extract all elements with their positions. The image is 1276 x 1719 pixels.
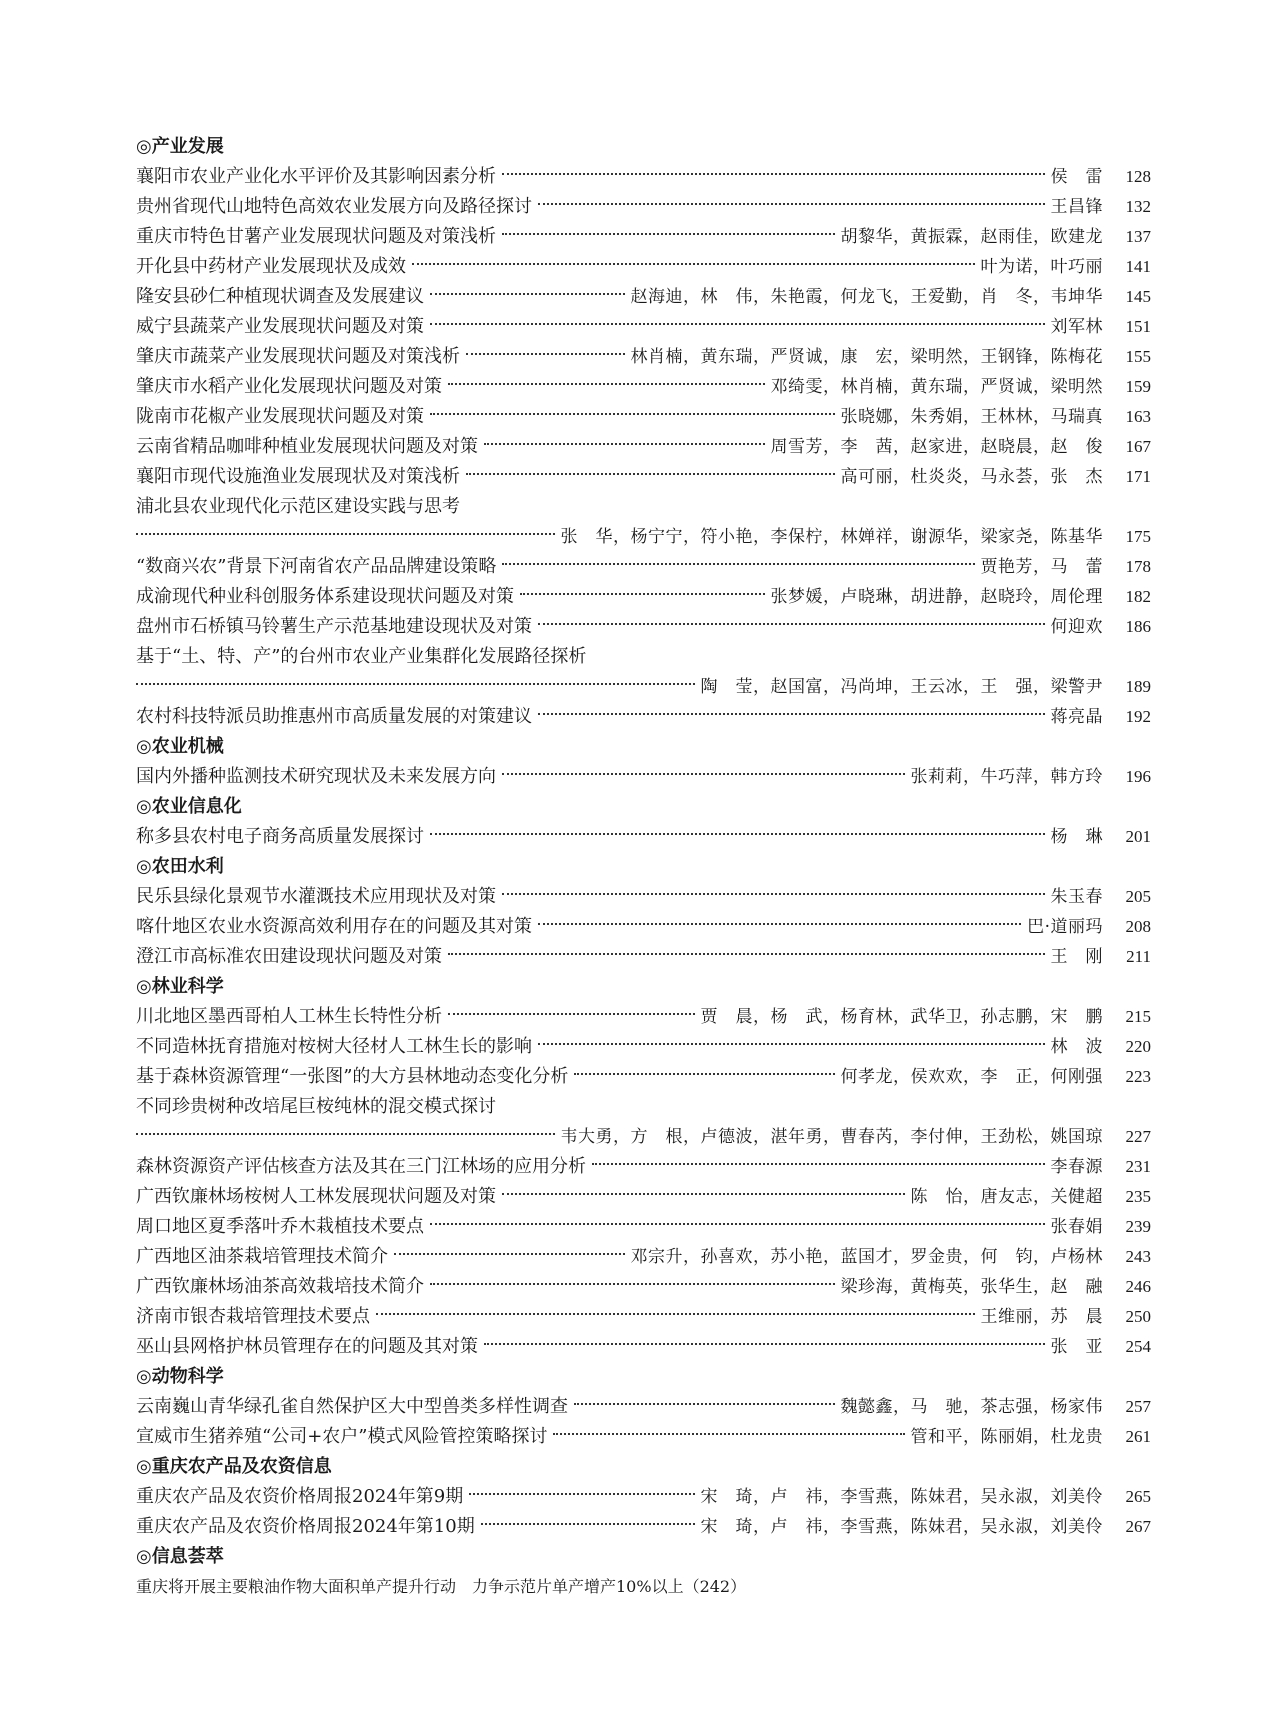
dot-leader	[469, 1493, 694, 1495]
entry-authors: 刘军林	[1050, 317, 1103, 337]
dot-leader	[448, 953, 1045, 955]
entry-authors: 邓宗升，孙喜欢，苏小艳，蓝国才，罗金贵，何 钧，卢杨林	[630, 1247, 1103, 1267]
toc-entry[interactable]	[136, 492, 1151, 522]
page-number: 155	[1125, 347, 1151, 366]
toc-entry[interactable]	[136, 282, 1151, 312]
page-number: 192	[1125, 707, 1151, 726]
page-number: 250	[1125, 1307, 1151, 1326]
toc-entry[interactable]	[136, 642, 1151, 672]
page-number: 178	[1125, 557, 1151, 576]
section-heading: ◎产业发展	[136, 136, 224, 157]
dot-leader	[448, 1013, 695, 1015]
entry-title: 称多县农村电子商务高质量发展探讨	[136, 826, 424, 847]
toc-entry[interactable]	[136, 552, 1151, 582]
entry-title: 开化县中药材产业发展现状及成效	[136, 256, 406, 277]
dot-leader	[136, 533, 555, 535]
toc-entry[interactable]	[136, 1152, 1151, 1182]
dot-leader	[412, 263, 975, 265]
entry-authors: 杨 琳	[1050, 827, 1103, 847]
entry-title: 不同珍贵树种改培尾巨桉纯林的混交模式探讨	[136, 1096, 496, 1117]
table-of-contents	[136, 132, 1151, 1602]
toc-entry[interactable]	[136, 1422, 1151, 1452]
entry-title: 国内外播种监测技术研究现状及未来发展方向	[136, 766, 496, 787]
entry-authors: 宋 琦，卢 祎，李雪燕，陈妹君，吴永淑，刘美伶	[700, 1517, 1103, 1537]
toc-entry[interactable]	[136, 672, 1151, 702]
page-number: 254	[1125, 1337, 1151, 1356]
section-heading: ◎信息荟萃	[136, 1546, 224, 1567]
dot-leader	[592, 1163, 1045, 1165]
section-heading: ◎动物科学	[136, 1366, 224, 1387]
toc-entry[interactable]	[136, 1122, 1151, 1152]
page-number: 211	[1126, 947, 1151, 966]
toc-entry[interactable]	[136, 1032, 1151, 1062]
entry-authors: 贾艳芳，马 蕾	[980, 557, 1103, 577]
toc-entry[interactable]	[136, 1002, 1151, 1032]
dot-leader	[430, 833, 1045, 835]
toc-entry[interactable]	[136, 162, 1151, 192]
entry-authors: 张莉莉，牛巧萍，韩方玲	[910, 767, 1103, 787]
entry-title: 广西钦廉林场桉树人工林发展现状问题及对策	[136, 1186, 496, 1207]
toc-entry[interactable]	[136, 1182, 1151, 1212]
toc-entry[interactable]	[136, 402, 1151, 432]
entry-title: 重庆农产品及农资价格周报2024年第10期	[136, 1516, 475, 1537]
entry-authors: 张春娟	[1050, 1217, 1103, 1237]
entry-title: 基于“土、特、产”的台州市农业产业集群化发展路径探析	[136, 646, 587, 667]
dot-leader	[538, 1043, 1045, 1045]
dot-leader	[448, 383, 765, 385]
page-number: 167	[1125, 437, 1151, 456]
page-number: 196	[1125, 767, 1151, 786]
entry-title: 浦北县农业现代化示范区建设实践与思考	[136, 496, 460, 517]
entry-authors: 贾 晨，杨 武，杨育林，武华卫，孙志鹏，宋 鹏	[700, 1007, 1103, 1027]
entry-title: 云南省精品咖啡种植业发展现状问题及对策	[136, 436, 478, 457]
page-number: 175	[1125, 527, 1151, 546]
page-number: 231	[1125, 1157, 1151, 1176]
page-number: 215	[1125, 1007, 1151, 1026]
entry-title: 陇南市花椒产业发展现状问题及对策	[136, 406, 424, 427]
page-number: 208	[1125, 917, 1151, 936]
toc-entry[interactable]	[136, 312, 1151, 342]
entry-authors: 胡黎华，黄振霖，赵雨佳，欧建龙	[840, 227, 1103, 247]
dot-leader	[136, 1133, 555, 1135]
toc-entry[interactable]	[136, 1512, 1151, 1542]
page-number: 223	[1125, 1067, 1151, 1086]
toc-entry[interactable]	[136, 432, 1151, 462]
section-heading: ◎林业科学	[136, 976, 224, 997]
entry-title: 成渝现代种业科创服务体系建设现状问题及对策	[136, 586, 514, 607]
page-number: 128	[1125, 167, 1151, 186]
entry-authors: 陶 莹，赵国富，冯尚坤，王云冰，王 强，梁警尹	[700, 677, 1103, 697]
entry-title: 森林资源资产评估核查方法及其在三门江林场的应用分析	[136, 1156, 586, 1177]
page-number: 201	[1125, 827, 1151, 846]
page-number: 141	[1125, 257, 1151, 276]
info-note: 重庆将开展主要粮油作物大面积单产提升行动 力争示范片单产增产10%以上（242）	[136, 1577, 747, 1596]
entry-title: 广西钦廉林场油茶高效栽培技术简介	[136, 1276, 424, 1297]
page-number: 257	[1125, 1397, 1151, 1416]
toc-entry[interactable]	[136, 522, 1151, 552]
entry-authors: 蒋亮晶	[1050, 707, 1103, 727]
dot-leader	[502, 773, 905, 775]
entry-title: 宣威市生猪养殖“公司+农户”模式风险管控策略探讨	[136, 1426, 548, 1447]
entry-title: 澄江市高标准农田建设现状问题及对策	[136, 946, 442, 967]
dot-leader	[481, 1523, 695, 1525]
page-number: 235	[1125, 1187, 1151, 1206]
dot-leader	[574, 1403, 835, 1405]
section-heading: ◎农业机械	[136, 736, 224, 757]
dot-leader	[430, 413, 835, 415]
page-number: 137	[1125, 227, 1151, 246]
dot-leader	[394, 1253, 625, 1255]
toc-entry[interactable]	[136, 1332, 1151, 1362]
dot-leader	[466, 353, 625, 355]
entry-authors: 林肖楠，黄东瑞，严贤诚，康 宏，梁明然，王钢锋，陈梅花	[630, 347, 1103, 367]
dot-leader	[520, 593, 765, 595]
toc-entry[interactable]	[136, 612, 1151, 642]
section-heading: ◎农业信息化	[136, 796, 242, 817]
toc-entry[interactable]	[136, 1392, 1151, 1422]
entry-authors: 高可丽，杜炎炎，马永荟，张 杰	[840, 467, 1103, 487]
dot-leader	[376, 1313, 975, 1315]
page-number: 182	[1125, 587, 1151, 606]
page-number: 205	[1125, 887, 1151, 906]
entry-title: “数商兴农”背景下河南省农产品品牌建设策略	[136, 556, 497, 577]
page-number: 171	[1125, 467, 1151, 486]
dot-leader	[136, 683, 695, 685]
dot-leader	[574, 1073, 834, 1075]
entry-title: 肇庆市蔬菜产业发展现状问题及对策浅析	[136, 346, 460, 367]
entry-authors: 赵海迪，林 伟，朱艳霞，何龙飞，王爱勤，肖 冬，韦坤华	[630, 287, 1103, 307]
entry-authors: 周雪芳，李 茜，赵家进，赵晓晨，赵 俊	[770, 437, 1103, 457]
page-number: 151	[1125, 317, 1151, 336]
entry-title: 重庆市特色甘薯产业发展现状问题及对策浅析	[136, 226, 496, 247]
toc-entry[interactable]	[136, 1482, 1151, 1512]
toc-entry[interactable]	[136, 1302, 1151, 1332]
dot-leader	[538, 203, 1045, 205]
dot-leader	[430, 1223, 1045, 1225]
dot-leader	[502, 233, 835, 235]
entry-title: 襄阳市现代设施渔业发展现状及对策浅析	[136, 466, 460, 487]
dot-leader	[484, 443, 765, 445]
entry-authors: 叶为诺，叶巧丽	[980, 257, 1103, 277]
entry-title: 喀什地区农业水资源高效利用存在的问题及其对策	[136, 916, 532, 937]
page-number: 163	[1125, 407, 1151, 426]
toc-entry[interactable]	[136, 192, 1151, 222]
entry-authors: 何孝龙，侯欢欢，李 正，何刚强	[840, 1067, 1103, 1087]
entry-authors: 邓绮雯，林肖楠，黄东瑞，严贤诚，梁明然	[770, 377, 1103, 397]
entry-authors: 王昌锋	[1050, 197, 1103, 217]
entry-authors: 林 波	[1050, 1037, 1103, 1057]
entry-authors: 何迎欢	[1050, 617, 1103, 637]
entry-title: 肇庆市水稻产业化发展现状问题及对策	[136, 376, 442, 397]
toc-entry[interactable]	[136, 1092, 1151, 1122]
entry-authors: 韦大勇，方 根，卢德波，湛年勇，曹春芮，李付伸，王劲松，姚国琼	[560, 1127, 1103, 1147]
entry-authors: 宋 琦，卢 祎，李雪燕，陈妹君，吴永淑，刘美伶	[700, 1487, 1103, 1507]
toc-entry[interactable]	[136, 912, 1151, 942]
entry-title: 基于森林资源管理“一张图”的大方县林地动态变化分析	[136, 1066, 569, 1087]
entry-authors: 张 华，杨宁宁，符小艳，李保柠，林婵祥，谢源华，梁家尧，陈基华	[560, 527, 1103, 547]
entry-title: 广西地区油茶栽培管理技术简介	[136, 1246, 388, 1267]
page-number: 246	[1125, 1277, 1151, 1296]
page-number: 267	[1125, 1517, 1151, 1536]
entry-authors: 侯 雷	[1050, 167, 1103, 187]
page-number: 227	[1125, 1127, 1151, 1146]
entry-authors: 张晓娜，朱秀娟，王林林，马瑞真	[840, 407, 1103, 427]
toc-entry[interactable]	[136, 222, 1151, 252]
entry-title: 盘州市石桥镇马铃薯生产示范基地建设现状及对策	[136, 616, 532, 637]
dot-leader	[502, 893, 1045, 895]
toc-entry[interactable]	[136, 252, 1151, 282]
entry-title: 农村科技特派员助推惠州市高质量发展的对策建议	[136, 706, 532, 727]
entry-title: 贵州省现代山地特色高效农业发展方向及路径探讨	[136, 196, 532, 217]
dot-leader	[502, 173, 1045, 175]
toc-entry[interactable]	[136, 1212, 1151, 1242]
entry-title: 川北地区墨西哥柏人工林生长特性分析	[136, 1006, 442, 1027]
dot-leader	[538, 713, 1045, 715]
toc-entry[interactable]	[136, 702, 1151, 732]
dot-leader	[538, 923, 1021, 925]
dot-leader	[538, 623, 1045, 625]
entry-authors: 陈 怡，唐友志，关健超	[910, 1187, 1103, 1207]
page-number: 239	[1125, 1217, 1151, 1236]
entry-authors: 李春源	[1050, 1157, 1103, 1177]
page-number: 243	[1125, 1247, 1151, 1266]
toc-entry[interactable]	[136, 342, 1151, 372]
page-number: 261	[1125, 1427, 1151, 1446]
toc-entry[interactable]	[136, 1242, 1151, 1272]
page-number: 132	[1125, 197, 1151, 216]
page-number: 159	[1125, 377, 1151, 396]
entry-authors: 王 刚	[1050, 947, 1103, 967]
entry-title: 民乐县绿化景观节水灌溉技术应用现状及对策	[136, 886, 496, 907]
page-number: 186	[1125, 617, 1151, 636]
toc-entry[interactable]	[136, 1062, 1151, 1092]
entry-title: 济南市银杏栽培管理技术要点	[136, 1306, 370, 1327]
toc-entry[interactable]	[136, 882, 1151, 912]
entry-authors: 张梦媛，卢晓琳，胡进静，赵晓玲，周伦理	[770, 587, 1103, 607]
dot-leader	[430, 323, 1045, 325]
entry-authors: 梁珍海，黄梅英，张华生，赵 融	[840, 1277, 1103, 1297]
page-number: 265	[1125, 1487, 1151, 1506]
section-heading: ◎农田水利	[136, 856, 224, 877]
entry-title: 重庆农产品及农资价格周报2024年第9期	[136, 1486, 464, 1507]
entry-title: 巫山县网格护林员管理存在的问题及其对策	[136, 1336, 478, 1357]
dot-leader	[466, 473, 835, 475]
dot-leader	[502, 1193, 905, 1195]
toc-entry[interactable]	[136, 462, 1151, 492]
page-number: 220	[1125, 1037, 1151, 1056]
entry-title: 襄阳市农业产业化水平评价及其影响因素分析	[136, 166, 496, 187]
entry-title: 隆安县砂仁种植现状调查及发展建议	[136, 286, 424, 307]
entry-authors: 巴·道丽玛	[1027, 917, 1103, 937]
dot-leader	[430, 1283, 835, 1285]
entry-title: 不同造林抚育措施对桉树大径材人工林生长的影响	[136, 1036, 532, 1057]
dot-leader	[430, 293, 625, 295]
page-number: 145	[1125, 287, 1151, 306]
dot-leader	[553, 1433, 904, 1435]
entry-authors: 朱玉春	[1050, 887, 1103, 907]
toc-entry[interactable]	[136, 762, 1151, 792]
section-heading: ◎重庆农产品及农资信息	[136, 1456, 332, 1477]
toc-entry[interactable]	[136, 1272, 1151, 1302]
toc-entry[interactable]	[136, 942, 1151, 972]
entry-authors: 魏懿鑫，马 驰，茶志强，杨家伟	[840, 1397, 1103, 1417]
toc-entry[interactable]	[136, 822, 1151, 852]
entry-authors: 张 亚	[1050, 1337, 1103, 1357]
entry-title: 威宁县蔬菜产业发展现状问题及对策	[136, 316, 424, 337]
dot-leader	[484, 1343, 1045, 1345]
page-number: 189	[1125, 677, 1151, 696]
entry-authors: 管和平，陈丽娟，杜龙贵	[910, 1427, 1103, 1447]
entry-authors: 王维丽，苏 晨	[980, 1307, 1103, 1327]
toc-entry[interactable]	[136, 372, 1151, 402]
toc-entry[interactable]	[136, 582, 1151, 612]
entry-title: 云南巍山青华绿孔雀自然保护区大中型兽类多样性调查	[136, 1396, 568, 1417]
entry-title: 周口地区夏季落叶乔木栽植技术要点	[136, 1216, 424, 1237]
dot-leader	[502, 563, 974, 565]
